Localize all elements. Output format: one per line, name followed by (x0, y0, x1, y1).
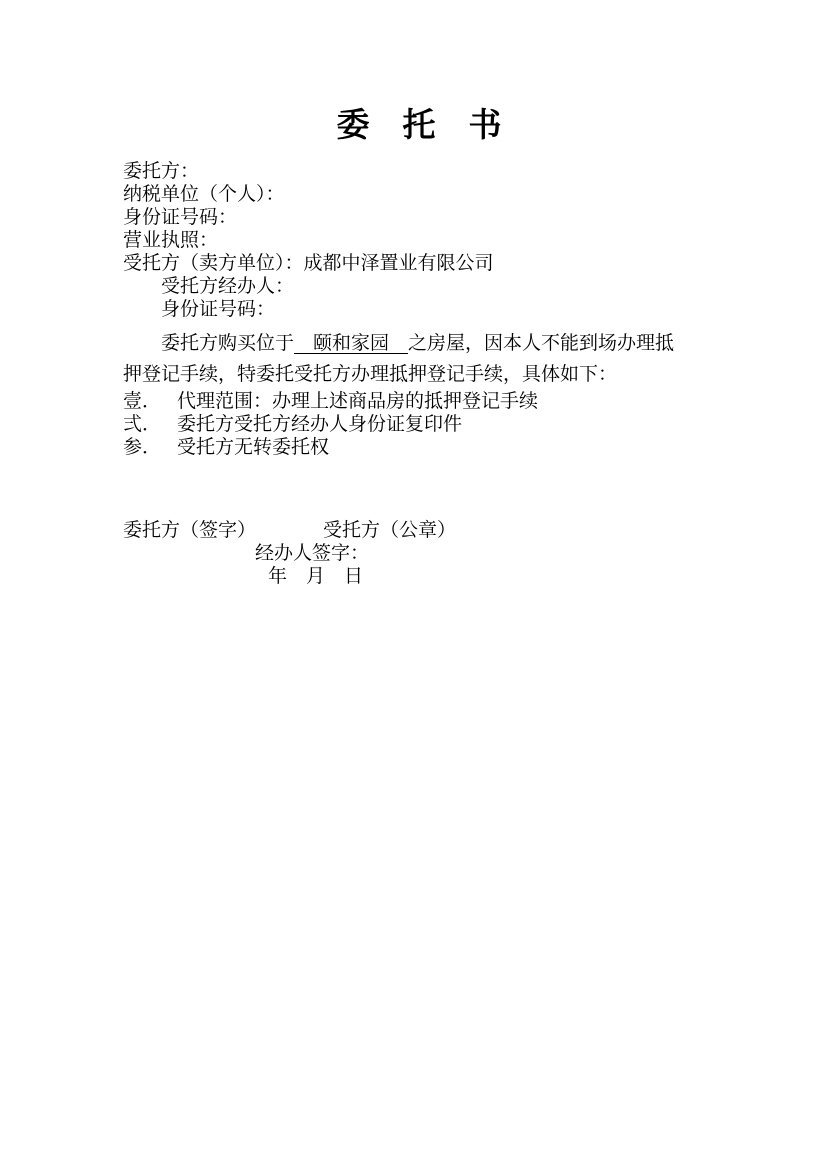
property-name-underlined: 颐和家园 (294, 332, 409, 354)
body-text-after-blank: 之房屋，因本人不能到场办理抵 (408, 332, 675, 354)
body-paragraph (123, 328, 715, 390)
date-line: 年 月 日 (268, 565, 364, 587)
field-agent-id-number: 身份证号码： (161, 298, 276, 320)
list-item (123, 390, 715, 413)
field-id-number: 身份证号码： (123, 206, 238, 228)
list-item-text: 受托方无转委托权 (177, 436, 330, 458)
signature-principal: 委托方（签字） (123, 519, 257, 541)
list-item (123, 413, 715, 436)
signature-parties-row (123, 519, 715, 542)
body-paragraph-line2: 押登记手续，特委托受托方办理抵押登记手续，具体如下： (123, 363, 618, 385)
body-text-before-blank: 委托方购买位于 (161, 332, 295, 354)
list-item-marker: 弍． (123, 413, 162, 435)
signature-block (123, 519, 715, 588)
terms-list (123, 390, 715, 459)
body-paragraph-line1 (123, 328, 715, 359)
field-principal: 委托方： (123, 160, 200, 182)
field-trustee-agent: 受托方经办人： (161, 275, 295, 297)
list-item (123, 436, 715, 459)
list-item-text: 委托方受托方经办人身份证复印件 (177, 413, 463, 435)
signature-trustee: 受托方（公章） (323, 519, 457, 541)
list-item-marker: 参． (123, 436, 162, 458)
document-content (123, 0, 715, 588)
field-business-license: 营业执照： (123, 229, 219, 251)
field-trustee: 受托方（卖方单位）：成都中泽置业有限公司 (123, 252, 494, 274)
list-item-marker: 壹． (123, 390, 162, 412)
list-item-text: 代理范围：办理上述商品房的抵押登记手续 (177, 390, 539, 412)
document-title: 委 托 书 (336, 105, 502, 144)
agent-signature-line: 经办人签字： (255, 542, 370, 564)
field-taxpayer-unit: 纳税单位（个人）： (123, 183, 285, 205)
header-fields (123, 160, 715, 321)
